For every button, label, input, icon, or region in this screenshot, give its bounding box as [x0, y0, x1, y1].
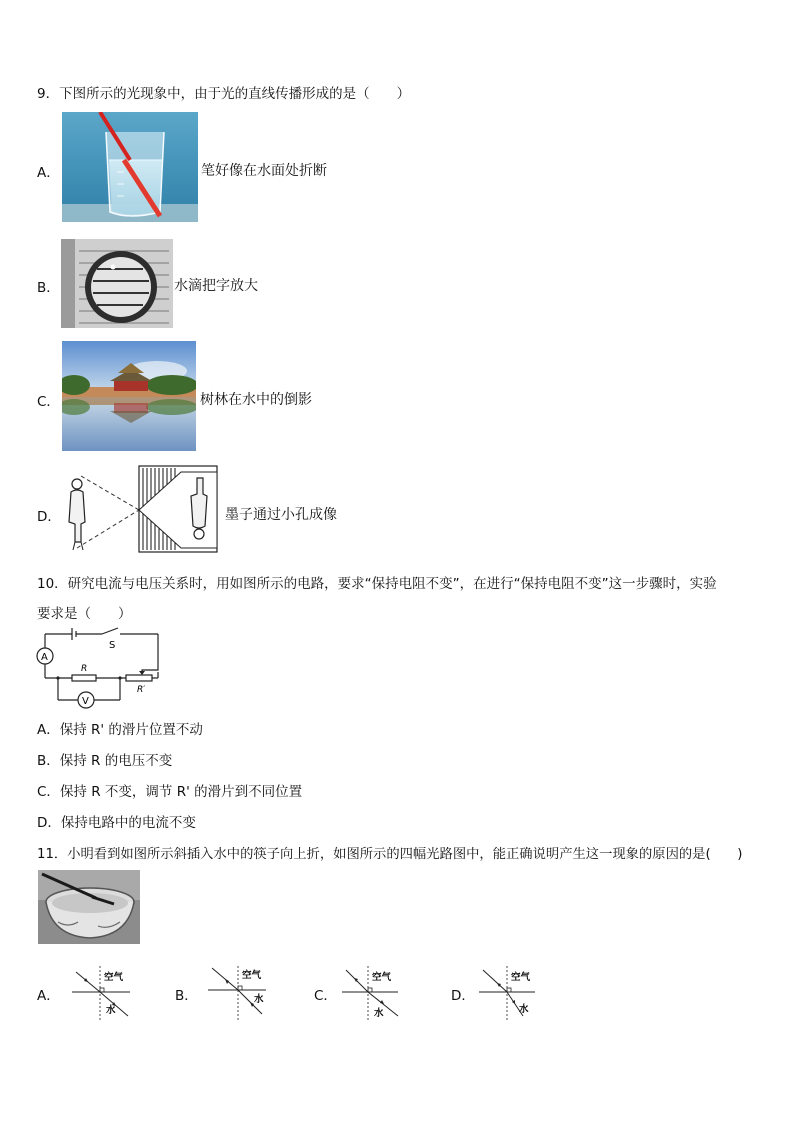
water-drop-magnifier-image	[61, 239, 173, 328]
light-path-diagram-d	[477, 964, 541, 1022]
air-label-c: 空气	[372, 972, 392, 983]
q9-option-b-caption: 水滴把字放大	[174, 278, 258, 294]
light-path-diagram-c	[340, 964, 404, 1022]
q10-option-d-letter: D．	[37, 815, 61, 831]
q9-option-a-caption: 笔好像在水面处折断	[201, 163, 327, 179]
q11-stem: 11．小明看到如图所示斜插入水中的筷子向上折，如图所示的四幅光路图中，能正确说明产生这一现象的原因的是( )	[37, 847, 743, 862]
circuit-diagram	[34, 626, 162, 710]
voltmeter-label: V	[82, 696, 89, 707]
q11-option-d-letter: D．	[451, 988, 475, 1004]
q10-option-c	[37, 780, 302, 800]
resistor-symbol	[72, 675, 96, 681]
water-label-a: 水	[106, 1005, 116, 1016]
air-label-b: 空气	[242, 970, 262, 981]
q10-option-d	[37, 811, 196, 831]
water-label-b: 水	[254, 994, 264, 1005]
pavilion-reflection-image	[62, 341, 196, 451]
q9-option-d-caption: 墨子通过小孔成像	[225, 507, 337, 523]
pinhole-imaging-image	[63, 462, 221, 556]
q10-option-a	[37, 718, 203, 738]
air-label-d: 空气	[511, 972, 531, 983]
water-label-c: 水	[374, 1008, 384, 1019]
rheostat-label: R′	[137, 685, 146, 695]
q10-option-b-text: 保持 R 的电压不变	[59, 753, 173, 769]
ammeter-label: A	[41, 652, 48, 663]
q10-option-a-letter: A．	[37, 722, 60, 738]
q9-option-d-letter: D．	[37, 509, 61, 525]
light-path-diagram-b	[206, 964, 270, 1022]
q10-stem-line2: 要求是（ ）	[37, 606, 132, 622]
q9-option-c-caption: 树林在水中的倒影	[200, 392, 312, 408]
q11-option-a-letter: A．	[37, 988, 60, 1004]
q9-option-a-letter: A．	[37, 165, 60, 181]
air-label-a: 空气	[104, 972, 124, 983]
q10-option-d-text: 保持电路中的电流不变	[60, 815, 196, 831]
resistor-label: R	[81, 664, 88, 674]
rheostat-symbol	[126, 675, 152, 681]
water-label-d: 水	[519, 1004, 529, 1015]
q10-option-a-text: 保持 R' 的滑片位置不动	[59, 722, 203, 738]
q11-option-c-letter: C．	[314, 988, 337, 1004]
q10-option-c-text: 保持 R 不变，调节 R' 的滑片到不同位置	[59, 784, 303, 800]
q9-stem: 9．下图所示的光现象中，由于光的直线传播形成的是（ ）	[37, 86, 411, 102]
light-path-diagram-a	[70, 964, 134, 1022]
chopstick-bowl-image	[38, 870, 140, 944]
pencil-in-water-image	[62, 112, 198, 222]
q10-stem-line1: 10．研究电流与电压关系时，用如图所示的电路，要求“保持电阻不变”，在进行“保持电阻不变”这一步骤时，实验	[37, 576, 717, 592]
q11-option-b-letter: B．	[175, 988, 198, 1004]
q10-option-b	[37, 749, 172, 769]
q9-option-c-letter: C．	[37, 394, 60, 410]
q9-option-b-letter: B．	[37, 280, 60, 296]
q10-option-c-letter: C．	[37, 784, 60, 800]
q10-option-b-letter: B．	[37, 753, 60, 769]
switch-label: S	[109, 640, 116, 651]
